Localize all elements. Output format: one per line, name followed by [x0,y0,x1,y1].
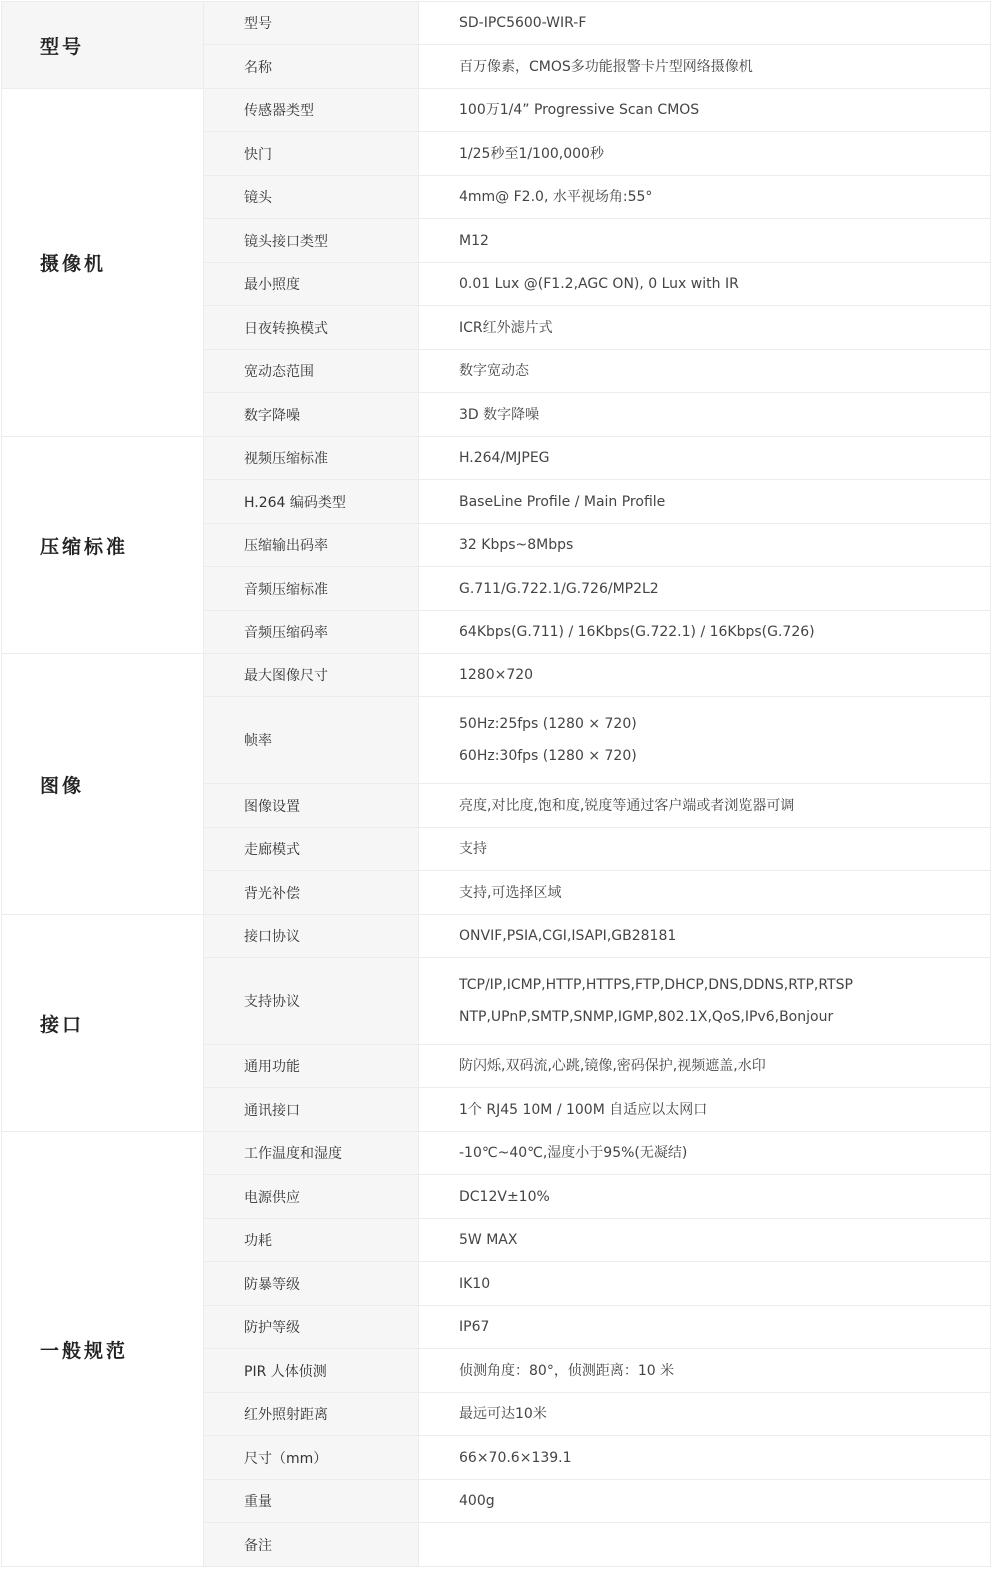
spec-label: 红外照射距离 [204,1393,419,1436]
spec-value-line: 64Kbps(G.711) / 16Kbps(G.722.1) / 16Kbps(G.726) [459,624,815,640]
spec-label: 日夜转换模式 [204,306,419,350]
spec-label: 支持协议 [204,958,419,1045]
category-cell: 摄像机 [2,89,204,437]
spec-value [419,1175,991,1219]
spec-label: 背光补偿 [204,871,419,915]
spec-value [419,697,991,784]
spec-value-line: 最远可达10米 [459,1406,547,1422]
spec-row [2,437,991,480]
spec-label: 传感器类型 [204,89,419,132]
spec-value [419,611,991,654]
category-cell: 型号 [2,2,204,89]
spec-value [419,1262,991,1306]
spec-value [419,480,991,524]
spec-value-line: 32 Kbps~8Mbps [459,537,574,553]
spec-value [419,263,991,306]
spec-value-line: 100万1/4” Progressive Scan CMOS [459,102,700,118]
spec-value [419,350,991,393]
spec-value-line: 防闪烁,双码流,心跳,镜像,密码保护,视频遮盖,水印 [459,1058,766,1074]
spec-value-line: 亮度,对比度,饱和度,锐度等通过客户端或者浏览器可调 [459,797,795,814]
spec-value [419,45,991,89]
spec-row [2,1132,991,1175]
spec-row [2,915,991,958]
spec-value-line: 数字宽动态 [459,363,529,379]
spec-value [419,828,991,871]
spec-value-line: 1个 RJ45 10M / 100M 自适应以太网口 [459,1101,708,1118]
category-cell: 接口 [2,915,204,1132]
spec-label: 接口协议 [204,915,419,958]
spec-value-line: IK10 [459,1275,491,1292]
spec-value [419,1436,991,1480]
spec-value [419,1349,991,1393]
spec-label: 宽动态范围 [204,350,419,393]
spec-value-line: 0.01 Lux @(F1.2,AGC ON), 0 Lux with IR [459,276,739,292]
spec-table [1,1,991,1567]
category-cell: 图像 [2,654,204,915]
spec-label: PIR 人体侦测 [204,1349,419,1393]
spec-label: 压缩输出码率 [204,524,419,567]
spec-value [419,567,991,611]
spec-value-line: BaseLine Profile / Main Profile [459,493,666,510]
spec-label: 音频压缩标准 [204,567,419,611]
spec-value [419,1523,991,1567]
spec-value [419,958,991,1045]
spec-value [419,784,991,828]
spec-label: 工作温度和湿度 [204,1132,419,1175]
spec-label: 电源供应 [204,1175,419,1219]
spec-label: 防暴等级 [204,1262,419,1306]
spec-label: 图像设置 [204,784,419,828]
spec-value-line: NTP,UPnP,SMTP,SNMP,IGMP,802.1X,QoS,IPv6,Bonjour [459,1009,834,1025]
spec-value-line: DC12V±10% [459,1188,550,1205]
spec-value-line: IP67 [459,1319,490,1335]
spec-value-line: 百万像素，CMOS多功能报警卡片型网络摄像机 [459,58,753,75]
spec-label: 备注 [204,1523,419,1567]
spec-row [2,654,991,697]
spec-value [419,306,991,350]
spec-value-line: 侦测角度：80°，侦测距离：10 米 [459,1362,675,1379]
spec-label: 最大图像尺寸 [204,654,419,697]
spec-value [419,915,991,958]
spec-value-line: 支持,可选择区域 [459,884,562,901]
spec-label: 镜头 [204,176,419,219]
spec-value [419,1088,991,1132]
spec-label: 快门 [204,132,419,176]
spec-value-line: 66×70.6×139.1 [459,1449,572,1466]
spec-label: 功耗 [204,1219,419,1262]
spec-label: 音频压缩码率 [204,611,419,654]
spec-value [419,393,991,437]
spec-label: 名称 [204,45,419,89]
spec-value [419,1480,991,1523]
spec-value [419,524,991,567]
spec-value [419,1132,991,1175]
spec-label: H.264 编码类型 [204,480,419,524]
spec-value [419,1306,991,1349]
spec-label: 帧率 [204,697,419,784]
spec-value-line: G.711/G.722.1/G.726/MP2L2 [459,580,659,597]
spec-label: 重量 [204,1480,419,1523]
spec-label: 镜头接口类型 [204,219,419,263]
spec-value [419,176,991,219]
spec-value [419,219,991,263]
spec-value-line: 400g [459,1493,495,1509]
spec-value-line: 3D 数字降噪 [459,406,540,423]
spec-value-line: 50Hz:25fps (1280 × 720) [459,716,637,732]
spec-value-line: 支持 [459,841,487,857]
spec-value [419,871,991,915]
category-cell: 一般规范 [2,1132,204,1567]
spec-table-body [2,2,991,1567]
spec-value [419,1045,991,1088]
spec-label: 通讯接口 [204,1088,419,1132]
spec-row [2,2,991,45]
spec-value [419,1393,991,1436]
spec-value-line: M12 [459,232,489,249]
spec-value-line: 1280×720 [459,667,534,683]
spec-value-line: H.264/MJPEG [459,450,550,466]
category-cell: 压缩标准 [2,437,204,654]
spec-value [419,654,991,697]
spec-label: 通用功能 [204,1045,419,1088]
spec-label: 走廊模式 [204,828,419,871]
spec-value-line: ICR红外滤片式 [459,319,553,336]
spec-label: 防护等级 [204,1306,419,1349]
spec-value-line: -10℃~40℃,湿度小于95%(无凝结) [459,1145,688,1161]
spec-label: 尺寸（mm） [204,1436,419,1480]
spec-label: 型号 [204,2,419,45]
spec-value-line: 4mm@ F2.0, 水平视场角:55° [459,189,653,205]
spec-value [419,89,991,132]
spec-row [2,89,991,132]
spec-value-line: TCP/IP,ICMP,HTTP,HTTPS,FTP,DHCP,DNS,DDNS,RTP,RTSP [459,977,853,993]
spec-value [419,2,991,45]
spec-value-line: ONVIF,PSIA,CGI,ISAPI,GB28181 [459,928,677,944]
spec-value [419,1219,991,1262]
spec-value-line: 5W MAX [459,1232,518,1248]
spec-label: 视频压缩标准 [204,437,419,480]
spec-value [419,437,991,480]
spec-label: 数字降噪 [204,393,419,437]
spec-label: 最小照度 [204,263,419,306]
spec-value-line: 1/25秒至1/100,000秒 [459,145,604,162]
spec-value [419,132,991,176]
spec-value-line: 60Hz:30fps (1280 × 720) [459,748,637,764]
spec-value-line: SD-IPC5600-WIR-F [459,15,587,31]
